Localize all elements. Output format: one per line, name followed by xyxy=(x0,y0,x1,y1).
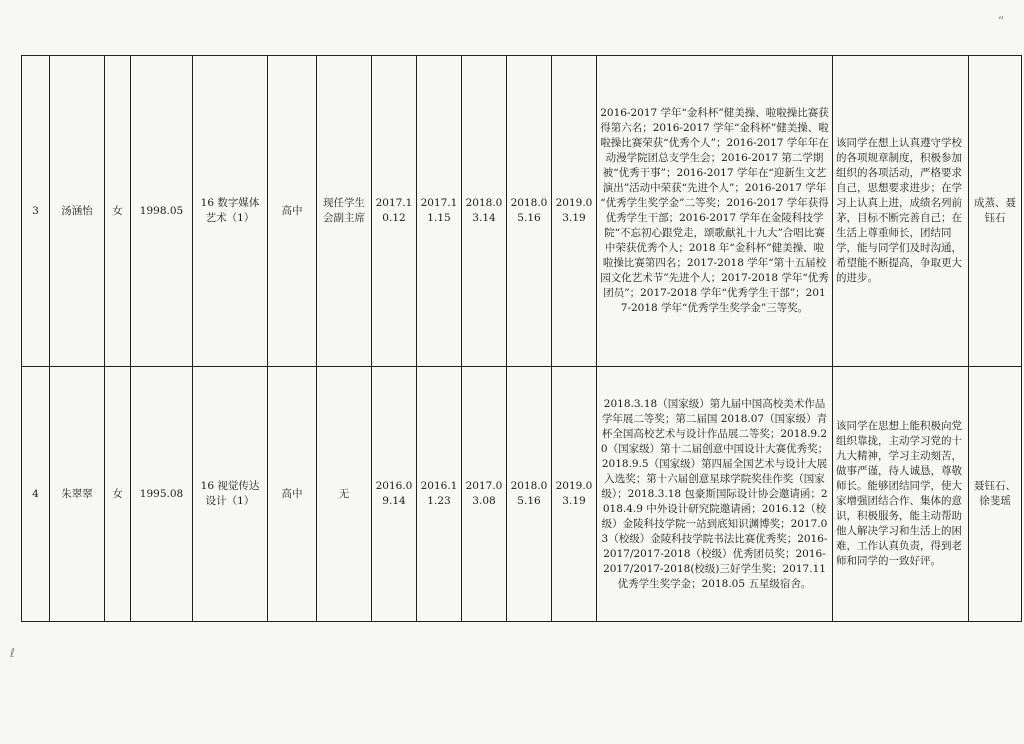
margin-mark: ℓ xyxy=(10,646,15,660)
row-number: 4 xyxy=(22,367,50,622)
date-cell: 2016.11.23 xyxy=(417,367,462,622)
birth-date: 1995.08 xyxy=(131,367,193,622)
date-cell: 2017.11.15 xyxy=(417,56,462,367)
date-cell: 2016.09.14 xyxy=(372,367,417,622)
education-level: 高中 xyxy=(268,56,317,367)
gender: 女 xyxy=(105,56,131,367)
evaluation-text: 该同学在思想上能积极向党组织靠拢，主动学习党的十九大精神，学习主动刻苦，做事严谨，待人诚恳，尊敬师长。能够团结同学，使大家增强团结合作、集体的意识，积极服务，能主动帮助他人解决学习和生活上的困难，工作认真负责，得到老师和同学的一致好评。 xyxy=(836,420,962,567)
margin-mark: “ xyxy=(998,14,1005,28)
row-number: 3 xyxy=(22,56,50,367)
class-name: 16 数字媒体艺术（1） xyxy=(193,56,268,367)
evaluation-cell xyxy=(833,56,969,367)
position: 无 xyxy=(317,367,372,622)
evaluation-text: 该同学在想上认真遵守学校的各项规章制度，积极参加组织的各项活动，严格要求自己，思想要求进步；在学习上认真上进，成绩名列前茅，目标不断完善自己；在生活上尊重师长，团结同学，能与同学们及时沟通，希望能不断提高，争取更大的进步。 xyxy=(836,137,962,284)
evaluation-cell xyxy=(833,367,969,622)
class-name: 16 视觉传达设计（1） xyxy=(193,367,268,622)
date-cell: 2017.10.12 xyxy=(372,56,417,367)
recommenders: 成蒸、聂钰石 xyxy=(969,56,1022,367)
awards-text: 2018.3.18（国家级）第九届中国高校美术作品学年展二等奖；第二届国 2018.07（国家级）青杯全国高校艺术与设计作品展二等奖；2018.9.20（国家级）第十二届创意中国设计大赛优秀奖；2018.9.5（国家级）第四届全国艺术与设计大展入选奖；第十六届创意星球学院奖佳作奖（国家级）；2018.3.18 包豪斯国际设计协会邀请函；2018.4.9 中外设计研究院邀请函；2016.12（校级）金陵科技学院一站到底知识渊博奖；2017.03（校级）金陵科技学院书法比赛优秀奖；2016-2017/2017-2018（校级）优秀团员奖；2016-2017/2017-2018(校级)三好学生奖；2017.11 优秀学生奖学金；2018.05 五星级宿舍。 xyxy=(597,367,833,622)
table-row xyxy=(22,367,1022,622)
education-level: 高中 xyxy=(268,367,317,622)
awards-text: 2016-2017 学年“金科杯”健美操、啦啦操比赛获得第六名；2016-2017 学年“金科杯”健美操、啦啦操比赛荣获“优秀个人”；2016-2017 学年年在动漫学院团总支学生会；2016-2017 第二学期被“优秀干事”；2016-2017 学年在“迎新生文艺演出”活动中荣获“先进个人”；2016-2017 学年 “优秀学生奖学金”二等奖；2016-2017 学年获得 优秀学生干部；2016-2017 学年在金陵科技学院“不忘初心跟党走，颂歌献礼十九大”合唱比赛中荣获优秀个人；2018 年“金科杯”健美操、啦啦操比赛第四名；2017-2018 学年“第十五届校园文化艺术节”先进个人；2017-2018 学年“优秀团员”；2017-2018 学年“优秀学生干部”；2017-2018 学年“优秀学生奖学金”三等奖。 xyxy=(597,56,833,367)
student-name: 朱翠翠 xyxy=(50,367,105,622)
date-cell: 2018.03.14 xyxy=(462,56,507,367)
birth-date: 1998.05 xyxy=(131,56,193,367)
recommenders: 聂钰石、徐斐瑶 xyxy=(969,367,1022,622)
date-cell: 2019.03.19 xyxy=(552,56,597,367)
table-row xyxy=(22,56,1022,367)
gender: 女 xyxy=(105,367,131,622)
date-cell: 2019.03.19 xyxy=(552,367,597,622)
student-name: 汤涵怡 xyxy=(50,56,105,367)
date-cell: 2018.05.16 xyxy=(507,367,552,622)
date-cell: 2017.03.08 xyxy=(462,367,507,622)
position: 现任学生会副主席 xyxy=(317,56,372,367)
date-cell: 2018.05.16 xyxy=(507,56,552,367)
student-roster-table xyxy=(21,55,1022,622)
